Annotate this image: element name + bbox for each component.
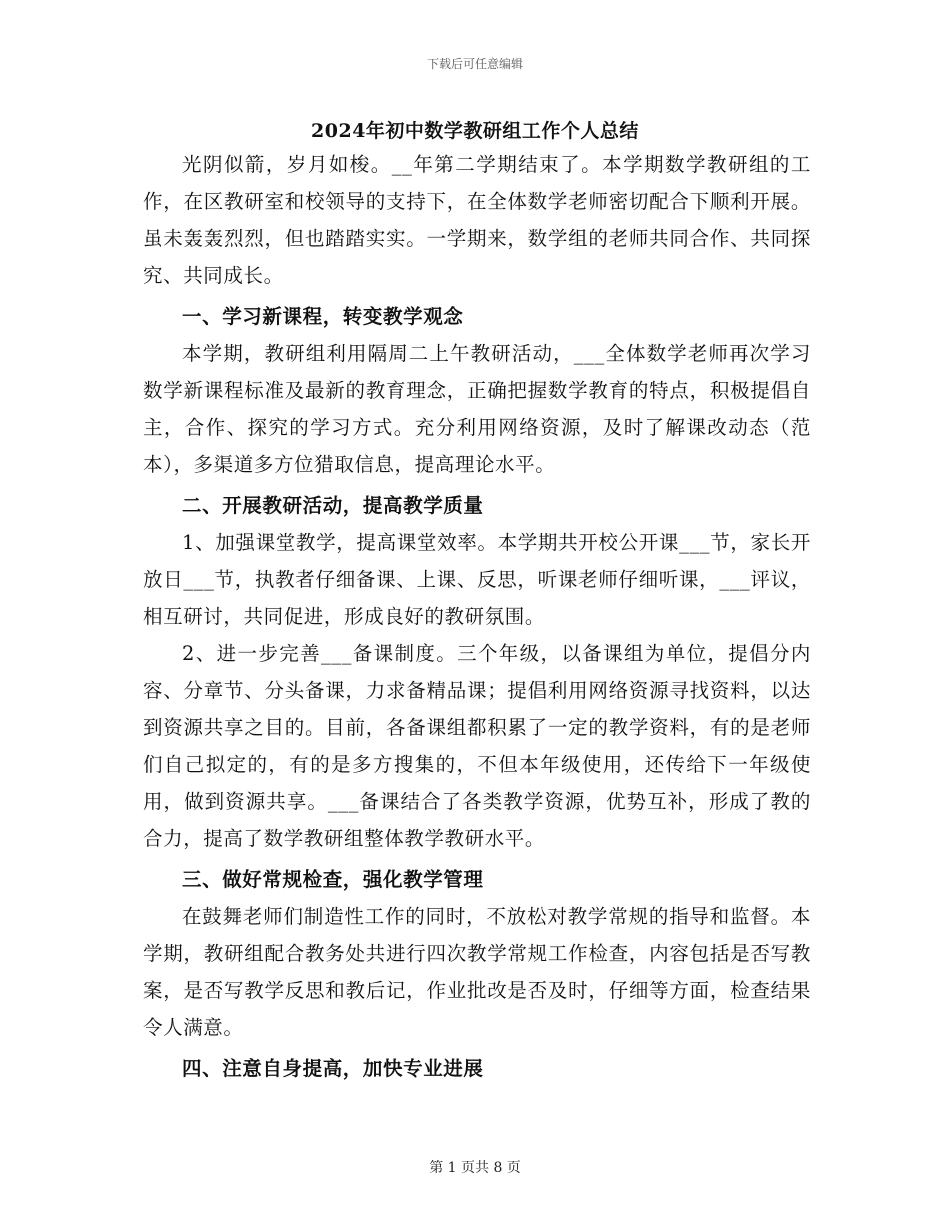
section-2 (143, 487, 811, 857)
section-4 (143, 1050, 811, 1087)
section-3 (143, 861, 811, 1046)
section-heading: 一、学习新课程，转变教学观念 (182, 305, 464, 328)
section-heading: 二、开展教研活动，提高教学质量 (182, 494, 484, 517)
section-paragraph: 在鼓舞老师们制造性工作的同时，不放松对教学常规的指导和监督。本学期，教研组配合教务处共进行四次教学常规工作检查，内容包括是否写教案，是否写教学反思和教后记，作业批改是否及时，仔细等方面，检查结果令人满意。 (143, 905, 811, 1039)
intro-paragraph: 光阴似箭，岁月如梭。__年第二学期结束了。本学期数学教研组的工作，在区教研室和校领导的支持下，在全体数学老师密切配合下顺利开展。虽未轰轰烈烈，但也踏踏实实。一学期来，数学组的老师共同合作、共同探究、共同成长。 (143, 153, 811, 287)
document-body (143, 146, 811, 1087)
section-heading: 三、做好常规检查，强化教学管理 (182, 868, 484, 891)
section-paragraph: 1、加强课堂教学，提高课堂效率。本学期共开校公开课___节，家长开放日___节，执教者仔细备课、上课、反思，听课老师仔细听课，___评议，相互研讨，共同促进，形成良好的教研氛围。 (143, 531, 811, 628)
document-title: 2024年初中数学教研组工作个人总结 (311, 120, 639, 142)
page-footer: 第 1 页共 8 页 (429, 1160, 521, 1176)
section-paragraph: 本学期，教研组利用隔周二上午教研活动，___全体数学老师再次学习数学新课程标准及最新的教育理念，正确把握数学教育的特点，积极提倡自主，合作、探究的学习方式。充分利用网络资源，及时了解课改动态（范本），多渠道多方位猎取信息，提高理论水平。 (143, 342, 811, 476)
section-heading: 四、注意自身提高，加快专业进展 (182, 1057, 484, 1080)
section-paragraph: 2、进一步完善___备课制度。三个年级，以备课组为单位，提倡分内容、分章节、分头备课，力求备精品课；提倡利用网络资源寻找资料，以达到资源共享之目的。目前，各备课组都积累了一定的教学资料，有的是老师们自己拟定的，有的是多方搜集的，不但本年级使用，还传给下一年级使用，做到资源共享。___备课结合了各类教学资源，优势互补，形成了教的合力，提高了数学教研组整体教学教研水平。 (143, 642, 811, 850)
header-note: 下载后可任意编辑 (426, 57, 523, 71)
section-1 (143, 298, 811, 483)
